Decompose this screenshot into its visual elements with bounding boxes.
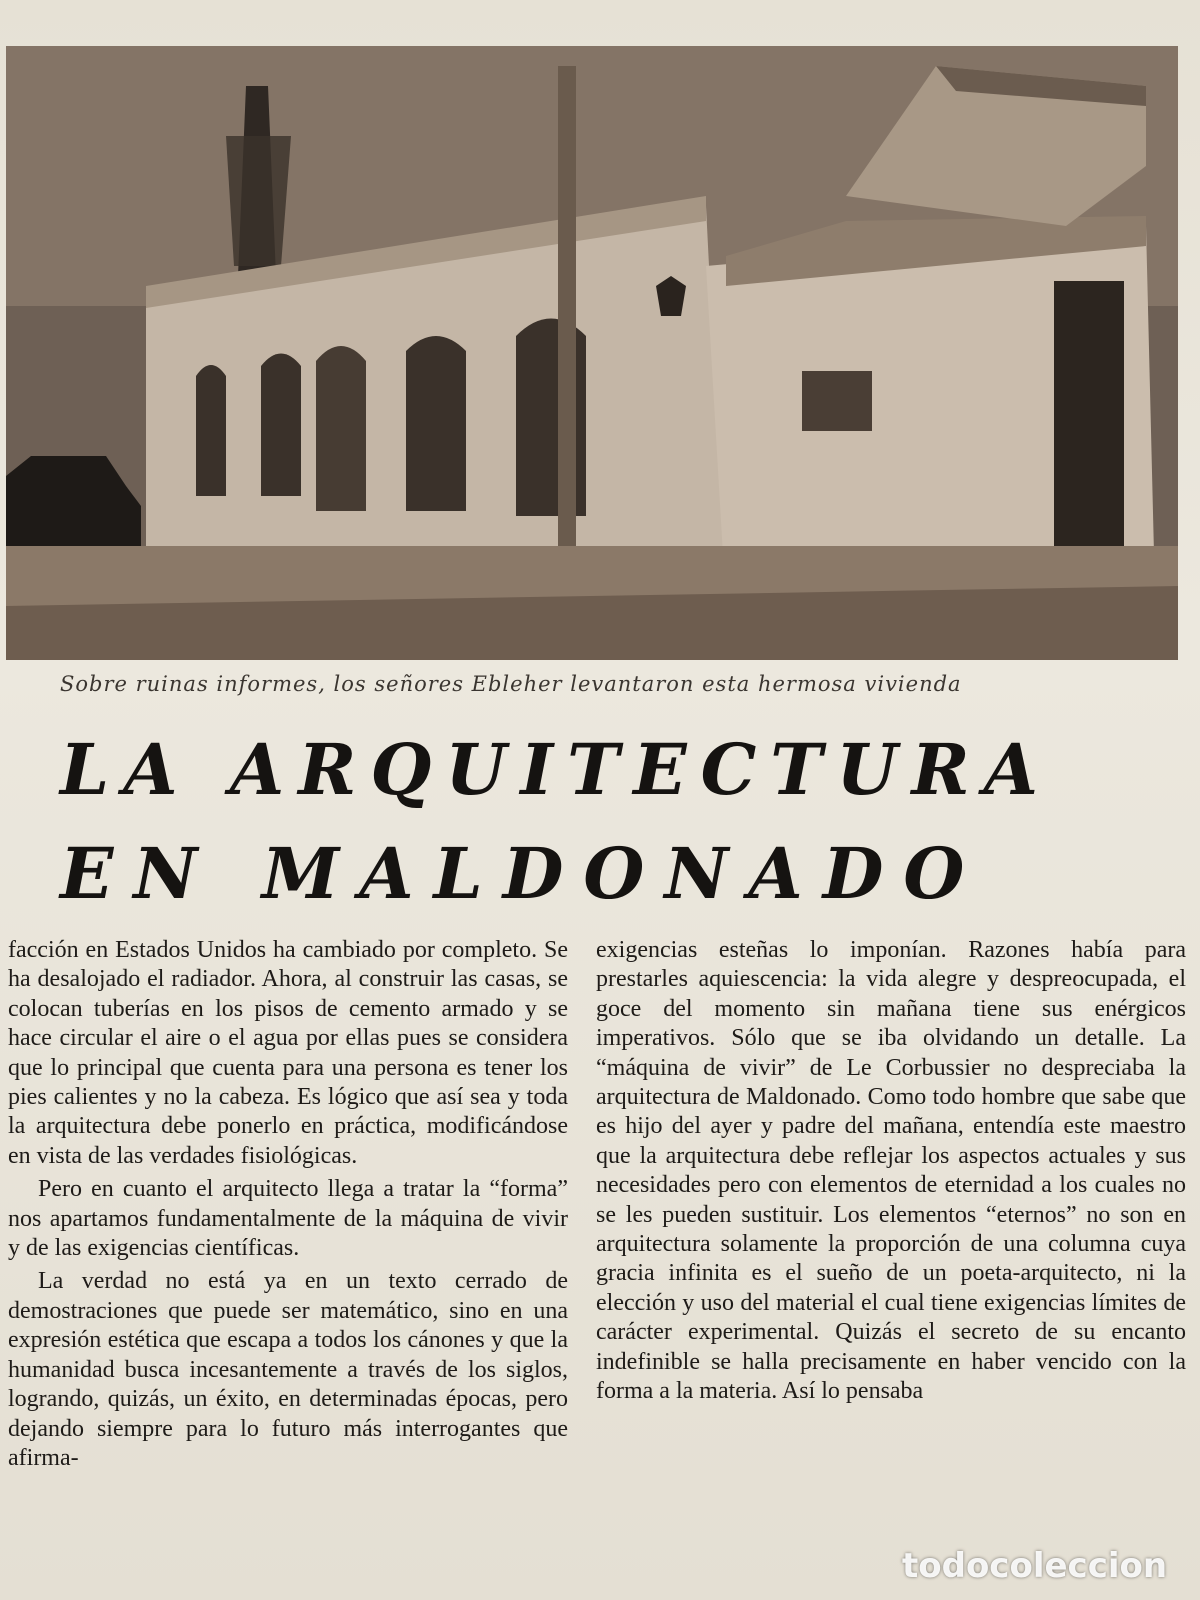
- left-paragraph-2: Pero en cuanto el arquitecto llega a tratar la “forma” nos apartamos fundamentalmente de la máquina de vivir y de las exigencias científicas.: [8, 1176, 568, 1262]
- house-photo: [6, 46, 1178, 660]
- article-title-line-1: LA ARQUITECTURA: [60, 728, 1052, 811]
- article-title-line-2: EN MALDONADO: [60, 832, 985, 915]
- left-paragraph-1: facción en Estados Unidos ha cambiado por completo. Se ha desalojado el radiador. Ahora, al construir las casas, se colocan tuberías en los pisos de cemento armado y se hace circular el aire o el agua por ellas pues se considera que lo principal que cuenta para una persona es tener los pies calientes y no la cabeza. Es lógico que así sea y toda la arquitectura debe ponerlo en práctica, modificándose en vista de las verdades fisiológicas.: [8, 937, 568, 1169]
- left-column: [8, 936, 568, 1473]
- right-paragraph-1: exigencias esteñas lo imponían. Razones había para prestarles aquiescencia: la vida alegre y despreocupada, el goce del momento sin mañana tiene sus enérgicos imperativos. Sólo que se iba olvidando un detalle. La “máquina de vivir” de Le Corbussier no despreciaba la arquitectura de Maldonado. Como todo hombre que sabe que es hijo del ayer y padre del mañana, entendía este maestro que la arquitectura debe reflejar los aspectos actuales y sus necesidades pero con elementos de eternidad a los cuales no se les pueden sustituir. Los elementos “eternos” no son en arquitectura solamente la proporción de una columna cuya gracia infinita es el sueño de un poeta-arquitecto, ni la elección y uso del material el cual tiene exigencias límites de carácter experimental. Quizás el secreto de su encanto indefinible se halla precisamente en haber vencido con la forma a la materia. Así lo pensaba: [596, 937, 1186, 1405]
- photo-house-icon: [6, 46, 1178, 660]
- left-paragraph-3: La verdad no está ya en un texto cerrado de demostraciones que puede ser matemático, sino en una expresión estética que escapa a todos los cánones y que la humanidad busca incesantemente a través de los siglos, logrando, quizás, un éxito, en determinadas épocas, pero dejando siempre para lo futuro más interrogantes que afirma-: [8, 1268, 568, 1471]
- watermark-text: todocoleccion: [902, 1546, 1168, 1586]
- photo-caption: Sobre ruinas informes, los señores Ebleher levantaron esta hermosa vivienda: [60, 672, 962, 696]
- right-column: [596, 936, 1186, 1407]
